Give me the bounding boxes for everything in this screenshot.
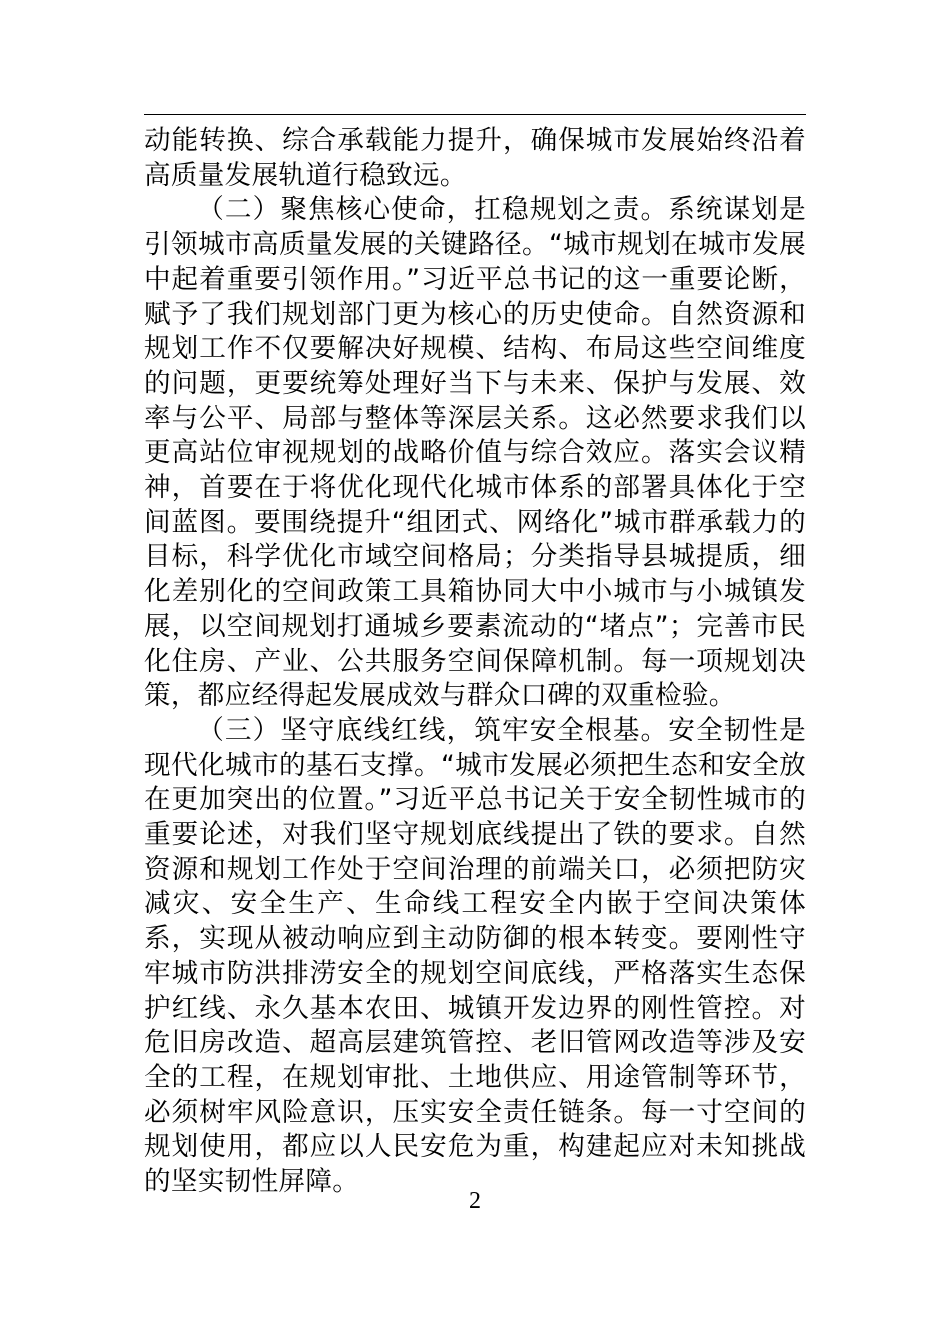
paragraph-section-3: （三）坚守底线红线，筑牢安全根基。安全韧性是现代化城市的基石支撑。“城市发展必须把生态和安全放在更加突出的位置。”习近平总书记关于安全韧性城市的重要论述，对我们坚守规划底线提出了铁的要求。自然资源和规划工作处于空间治理的前端关口，必须把防灾减灾、安全生产、生命线工程安全内嵌于空间决策体系，实现从被动响应到主动防御的根本转变。要刚性守牢城市防洪排涝安全的规划空间底线，严格落实生态保护红线、永久基本农田、城镇开发边界的刚性管控。对危旧房改造、超高层建筑管控、老旧管网改造等涉及安全的工程，在规划审批、土地供应、用途管制等环节，必须树牢风险意识，压实安全责任链条。每一寸空间的规划使用，都应以人民安危为重，构建起应对未知挑战的坚实韧性屏障。: [144, 714, 806, 1198]
paragraph-section-2: （二）聚焦核心使命，扛稳规划之责。系统谋划是引领城市高质量发展的关键路径。“城市规划在城市发展中起着重要引领作用。”习近平总书记的这一重要论断，赋予了我们规划部门更为核心的历史使命。自然资源和规划工作不仅要解决好规模、结构、布局这些空间维度的问题，更要统筹处理好当下与未来、保护与发展、效率与公平、局部与整体等深层关系。这必然要求我们以更高站位审视规划的战略价值与综合效应。落实会议精神，首要在于将优化现代化城市体系的部署具体化于空间蓝图。要围绕提升“组团式、网络化”城市群承载力的目标，科学优化市域空间格局；分类指导县城提质，细化差别化的空间政策工具箱协同大中小城市与小城镇发展，以空间规划打通城乡要素流动的“堵点”；完善市民化住房、产业、公共服务空间保障机制。每一项规划决策，都应经得起发展成效与群众口碑的双重检验。: [144, 194, 806, 712]
page-number: 2: [469, 1188, 481, 1214]
paragraph-continuation: 动能转换、综合承载能力提升，确保城市发展始终沿着高质量发展轨道行稳致远。: [144, 125, 806, 191]
document-body: [144, 124, 806, 1200]
header-rule: [144, 114, 806, 115]
